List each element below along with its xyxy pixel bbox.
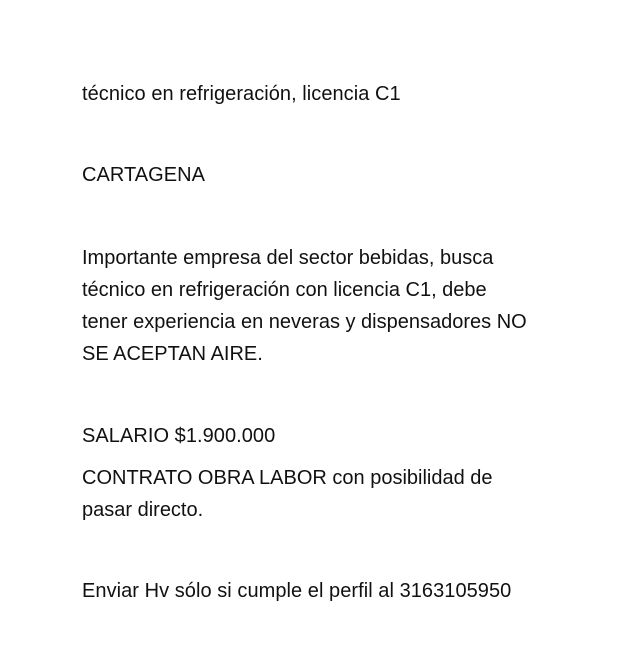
description-line: técnico en refrigeración con licencia C1, debe [82,279,487,301]
description-line: tener experiencia en neveras y dispensadores NO [82,311,527,333]
salary: SALARIO $1.900.000 [82,425,276,447]
city: CARTAGENA [82,164,206,186]
description-line: Importante empresa del sector bebidas, busca [82,247,494,269]
contract-line: CONTRATO OBRA LABOR con posibilidad de [82,467,493,489]
contract-details [82,462,592,526]
contract-line: pasar directo. [82,499,204,521]
job-title: técnico en refrigeración, licencia C1 [82,83,401,105]
job-description [82,242,592,370]
description-line: SE ACEPTAN AIRE. [82,343,263,365]
application-instructions: Enviar Hv sólo si cumple el perfil al 3163105950 [82,580,512,602]
